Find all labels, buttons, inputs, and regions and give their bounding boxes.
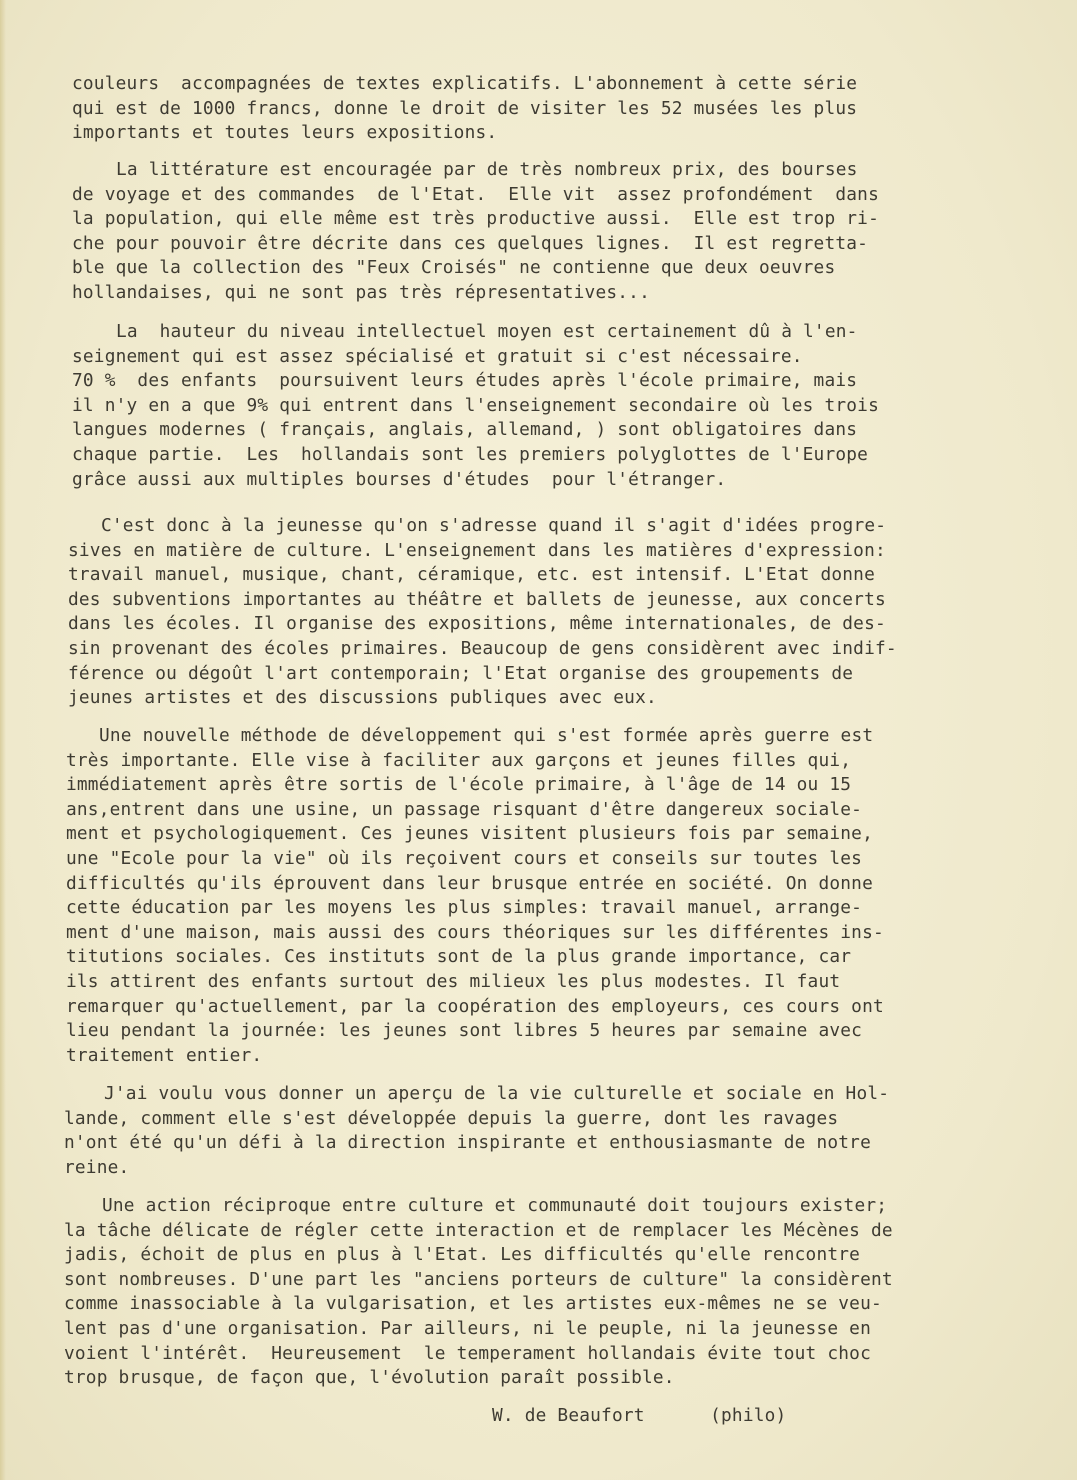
text-line: langues modernes ( français, anglais, allemand, ) sont obligatoires dans [72, 419, 858, 441]
text-line: ment d'une maison, mais aussi des cours théoriques sur les différentes ins- [66, 921, 884, 943]
text-line: difficultés qu'ils éprouvent dans leur brusque entrée en société. On donne [66, 872, 873, 894]
text-line: immédiatement après être sortis de l'école primaire, à l'âge de 14 ou 15 [66, 774, 852, 796]
text-line: seignement qui est assez spécialisé et gratuit si c'est nécessaire. [72, 345, 803, 367]
text-line: lieu pendant la journée: les jeunes sont libres 5 heures par semaine avec [66, 1020, 863, 1042]
text-line: grâce aussi aux multiples bourses d'études pour l'étranger. [72, 468, 727, 490]
text-line: férence ou dégoût l'art contemporain; l'Etat organise des groupements de [68, 662, 854, 684]
text-line: n'ont été qu'un défi à la direction inspirante et enthousiasmante de notre [64, 1132, 871, 1154]
text-line: de voyage et des commandes de l'Etat. Elle vit assez profondément dans [72, 183, 879, 205]
paragraph-1 [72, 72, 857, 146]
text-line: J'ai voulu vous donner un aperçu de la vie culturelle et sociale en Hol- [104, 1083, 890, 1104]
text-line: comme inassociable à la vulgarisation, et les artistes eux-mêmes ne se veu- [64, 1293, 882, 1315]
text-line: dans les écoles. Il organise des expositions, même internationales, de des- [68, 613, 886, 635]
text-line: lent pas d'une organisation. Par ailleurs, ni le peuple, ni la jeunesse en [64, 1317, 871, 1339]
text-line: la population, qui elle même est très productive aussi. Elle est trop ri- [72, 208, 879, 230]
text-line: qui est de 1000 francs, donne le droit de visiter les 52 musées les plus [72, 97, 858, 119]
text-line: très importante. Elle vise à faciliter aux garçons et jeunes filles qui, [66, 749, 852, 771]
text-line: hollandaises, qui ne sont pas très répresentatives... [72, 281, 650, 303]
text-line: trop brusque, de façon que, l'évolution paraît possible. [64, 1367, 675, 1389]
text-line: jeunes artistes et des discussions publiques avec eux. [68, 687, 657, 709]
text-line: couleurs accompagnées de textes explicatifs. L'abonnement à cette série [72, 73, 858, 94]
text-line: sin provenant des écoles primaires. Beaucoup de gens considèrent avec indif- [68, 637, 897, 659]
text-line: chaque partie. Les hollandais sont les premiers polyglottes de l'Europe [72, 443, 869, 465]
text-line: remarquer qu'actuellement, par la coopération des employeurs, ces cours ont [66, 995, 884, 1017]
signature: W. de Beaufort (philo) [492, 1405, 787, 1426]
text-line: importants et toutes leurs expositions. [72, 122, 498, 144]
text-line: traitement entier. [66, 1044, 263, 1066]
text-line: voient l'intérêt. Heureusement le temperament hollandais évite tout choc [64, 1342, 871, 1364]
text-line: ans,entrent dans une usine, un passage risquant d'être dangereux sociale- [66, 798, 863, 820]
text-line: ment et psychologiquement. Ces jeunes visitent plusieurs fois par semaine, [66, 823, 873, 845]
text-line: sives en matière de culture. L'enseignement dans les matières d'expression: [68, 539, 886, 561]
paragraph-6 [64, 1082, 889, 1180]
text-line: lande, comment elle s'est développée depuis la guerre, dont les ravages [64, 1107, 839, 1129]
text-line: des subventions importantes au théâtre et ballets de jeunesse, aux concerts [68, 588, 886, 610]
text-line: reine. [64, 1156, 130, 1178]
text-line: La hauteur du niveau intellectuel moyen est certainement dû à l'en- [116, 321, 858, 342]
text-line: travail manuel, musique, chant, céramique, etc. est intensif. L'Etat donne [68, 564, 875, 586]
text-line: C'est donc à la jeunesse qu'on s'adresse quand il s'agit d'idées progre- [101, 515, 887, 536]
text-line: La littérature est encouragée par de très nombreux prix, des bourses [116, 159, 858, 180]
text-line: Une nouvelle méthode de développement qui s'est formée après guerre est [99, 725, 874, 746]
text-line: jadis, échoit de plus en plus à l'Etat. Les difficultés qu'elle rencontre [64, 1244, 861, 1266]
text-line: Une action réciproque entre culture et communauté doit toujours exister; [102, 1195, 888, 1216]
text-line: ble que la collection des "Feux Croisés" ne contienne que deux oeuvres [72, 257, 836, 279]
text-line: titutions sociales. Ces instituts sont de la plus grande importance, car [66, 946, 852, 968]
text-line: che pour pouvoir être décrite dans ces quelques lignes. Il est regretta- [72, 232, 869, 254]
text-line: ils attirent des enfants surtout des milieux les plus modestes. Il faut [66, 970, 841, 992]
paragraph-7 [64, 1194, 893, 1391]
text-line: il n'y en a que 9% qui entrent dans l'enseignement secondaire où les trois [72, 394, 879, 416]
paragraph-3 [72, 320, 879, 492]
paragraph-5 [66, 724, 884, 1068]
paragraph-2 [72, 158, 879, 306]
text-line: 70 % des enfants poursuivent leurs études après l'école primaire, mais [72, 370, 858, 392]
text-line: sont nombreuses. D'une part les "anciens porteurs de culture" la considèrent [64, 1268, 893, 1290]
paragraph-4 [68, 514, 897, 711]
text-line: la tâche délicate de régler cette interaction et de remplacer les Mécènes de [64, 1219, 893, 1241]
text-line: une "Ecole pour la vie" où ils reçoivent cours et conseils sur toutes les [66, 847, 863, 869]
text-line: cette éducation par les moyens les plus simples: travail manuel, arrange- [66, 897, 863, 919]
